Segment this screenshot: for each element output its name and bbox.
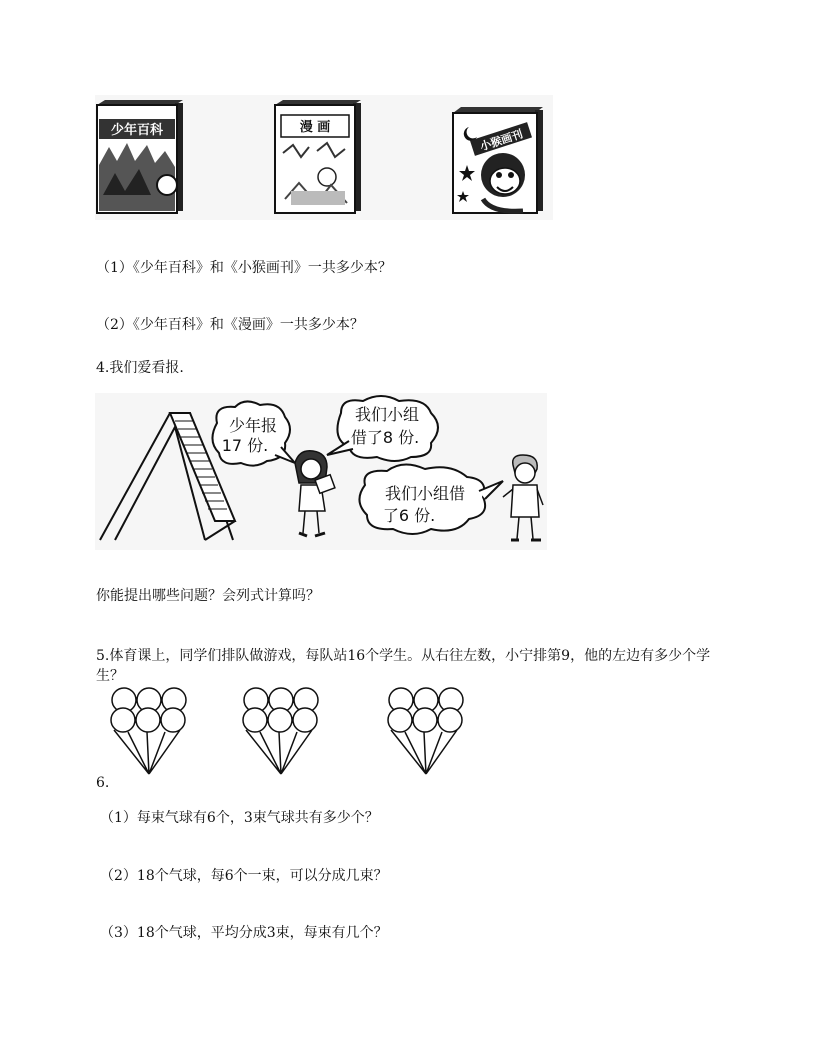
bubble2-line2: 借了8 份. bbox=[350, 428, 420, 447]
book2-title: 漫 画 bbox=[299, 120, 331, 135]
book-monkey-icon bbox=[453, 107, 543, 213]
book1-title: 少年百科 bbox=[110, 123, 164, 138]
book-encyclopedia-icon bbox=[97, 100, 183, 213]
q4-title: 4.我们爱看报. bbox=[96, 360, 184, 376]
bubble1-line1: 少年报 bbox=[228, 416, 278, 435]
balloon-bunch-1-icon bbox=[111, 688, 186, 774]
bubble2-line1: 我们小组 bbox=[354, 405, 420, 424]
balloon-bunch-2-icon bbox=[243, 688, 318, 774]
q3-sub2: （2）《少年百科》和《漫画》一共多少本？ bbox=[96, 317, 364, 333]
q6-sub2: （2）18个气球，每6个一束，可以分成几束？ bbox=[100, 868, 388, 884]
books-illustration bbox=[95, 95, 553, 220]
q3-sub1: （1）《少年百科》和《小猴画刊》一共多少本？ bbox=[96, 260, 392, 276]
newspaper-scene bbox=[95, 393, 547, 550]
balloon-bunches bbox=[105, 686, 485, 776]
bubble3-line2: 了6 份. bbox=[382, 506, 436, 525]
balloon-bunch-3-icon bbox=[388, 688, 463, 774]
book-comics-icon bbox=[275, 100, 361, 213]
q6-title: 6. bbox=[96, 775, 110, 791]
bubble1-line2: 17 份. bbox=[221, 436, 269, 455]
q4-prompt: 你能提出哪些问题？会列式计算吗？ bbox=[96, 588, 320, 604]
q6-sub1: （1）每束气球有6个，3束气球共有多少个？ bbox=[100, 810, 379, 826]
bubble3-line1: 我们小组借 bbox=[384, 484, 466, 503]
q5-text: 5.体育课上，同学们排队做游戏，每队站16个学生。从右往左数，小宁排第9，他的左边有多少个学生？ bbox=[96, 648, 711, 684]
book3-title: 小猴画刊 bbox=[478, 127, 525, 154]
q6-sub3: （3）18个气球，平均分成3束，每束有几个？ bbox=[100, 925, 388, 941]
